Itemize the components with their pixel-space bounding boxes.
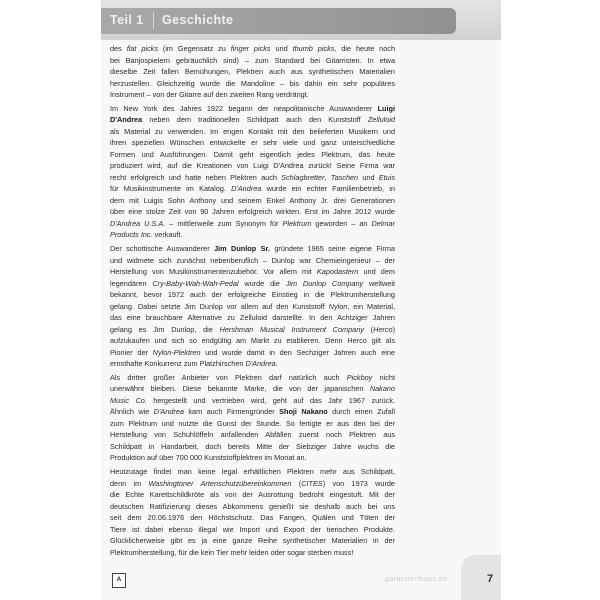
text-line: [110, 137, 395, 149]
italic-text: Nylon: [328, 301, 348, 311]
text-segment: wurde ein echter Familienbetrieb, in: [261, 184, 395, 194]
chapter-title: Geschichte: [162, 13, 234, 27]
text-segment: , die heute noch: [334, 44, 396, 53]
italic-text: Nylon-Plektren: [152, 347, 201, 357]
text-segment: kam auch Firmengründer: [183, 407, 280, 417]
text-segment: aufzukaufen und sich so endgültig am Markt zu etablieren. Denn Herco gilt als: [110, 336, 395, 346]
text-segment: Plektrumherstellung, für die kein Tier mehr leiden oder sogar sterben muss!: [110, 547, 354, 557]
italic-text: Products Inc.: [110, 230, 153, 240]
text-segment: recht erfolgreich und hatte neben Plektren auch: [110, 172, 282, 182]
header-divider: [153, 12, 154, 29]
text-line: [110, 383, 395, 395]
text-line: [110, 183, 395, 195]
page-number: 7: [487, 573, 494, 585]
text-segment: ernsthafte Konkurrenz zum Platzhirschen: [110, 359, 246, 369]
italic-text: Hershman Musical Instrument Company: [219, 324, 364, 334]
italic-text: D'Andrea: [245, 359, 276, 369]
text-segment: , ein Material,: [347, 301, 395, 311]
text-segment: nicht: [372, 372, 396, 382]
text-line: [110, 149, 395, 161]
text-line: [110, 114, 395, 126]
text-line: [110, 312, 395, 324]
text-segment: (: [363, 324, 374, 334]
text-segment: unerwähnt bleiben. Diese bekannte Marke, die von der japanischen: [110, 384, 370, 394]
text-line: [110, 255, 395, 267]
text-segment: hergestellt und vertrieben wird, geht auf das Jahr 1967 zurück.: [146, 395, 396, 405]
corner-decoration: [461, 555, 501, 600]
italic-text: Cry-Baby-Wah-Wah-Pedal: [152, 278, 239, 288]
text-line: [110, 466, 395, 478]
text-segment: und dem: [358, 267, 395, 277]
text-segment: legendären: [110, 278, 153, 288]
text-line: [110, 43, 395, 55]
italic-text: D'Andrea U.S.A.: [110, 218, 166, 228]
italic-text: Kapodastern: [316, 267, 359, 277]
text-line: [110, 243, 395, 255]
text-line: [110, 103, 395, 115]
text-line: [110, 301, 395, 313]
italic-text: Taschen: [330, 172, 359, 182]
text-segment: Herstellung von Schuhlöffeln anfallenden Abfällen zuerst noch Plektren aus: [110, 430, 395, 440]
text-segment: denn im: [110, 478, 149, 488]
italic-text: Plektrum: [282, 218, 312, 228]
text-segment: produziert wird, auf die Kreationen von Luigi D'Andrea zurück! Seine Firma war: [110, 161, 395, 171]
text-line: [110, 266, 395, 278]
text-line: [110, 324, 395, 336]
text-segment: als Material zu verwenden. Im engen Kontakt mit den belieferten Musikern und: [110, 126, 395, 136]
book-page: [101, 0, 501, 600]
italic-text: flat picks: [126, 44, 158, 53]
text-segment: Heutzutage findet man keine legal erhältlichen Plektren mehr aus Schildpatt,: [110, 467, 395, 477]
text-segment: deutschen Ratifizierung dieses Abkommens genießt sie deshalb auch bei uns: [110, 501, 395, 511]
text-segment: neben dem traditionellen Schildpatt auch den Kunststoff: [142, 115, 368, 125]
text-segment: verkauft.: [152, 230, 183, 240]
text-line: [110, 429, 395, 441]
italic-text: Washingtoner Artenschutzübereinkommen: [148, 478, 292, 488]
text-line: [110, 478, 395, 490]
text-segment: Glücklicherweise gibt es ja eine ganze Reihe synthetischer Materialien in der: [110, 536, 395, 546]
paragraph: [110, 43, 395, 101]
italic-text: Nakano: [369, 384, 395, 394]
text-line: [110, 55, 395, 67]
text-segment: Ähnlich wie: [110, 407, 154, 417]
text-segment: Der schottische Auswanderer: [110, 244, 215, 254]
text-segment: über eine stolze Zeit von 90 Jahren erfolgreich wirkten. Erst im Jahre 2012 wurde: [110, 207, 395, 217]
italic-text: thumb picks: [292, 44, 335, 53]
italic-text: Pickboy: [346, 372, 373, 382]
text-line: [110, 395, 395, 407]
text-segment: Instrument – von der Gitarre auf den zweiten Rang verdrängt.: [110, 90, 309, 99]
italic-text: Jim Dunlop Company: [285, 278, 364, 288]
bold-text: D'Andrea: [110, 115, 143, 125]
text-line: [110, 78, 395, 90]
text-segment: bekannt, bevor 1972 auch der erfolgreiche Einstieg in die Plektrumherstellung: [110, 290, 395, 300]
text-segment: geworden – an: [311, 218, 372, 228]
body-text: [110, 43, 395, 560]
text-segment: (im Gegensatz zu: [157, 44, 231, 53]
text-segment: dieselbe Zeit fallen Bemühungen, Plektren auch aus synthetischen Materialien: [110, 67, 395, 76]
text-segment: zum Plektrum und nutzte die Gunst der Stunde. So fertigte er aus den bei der: [110, 418, 395, 428]
text-line: [110, 452, 395, 464]
chapter-header-bar: [101, 8, 456, 34]
text-segment: seit dem 20.06.1976 den Höchstschutz. Das Fangen, Quälen und Töten der: [110, 513, 395, 523]
text-line: [110, 406, 395, 418]
text-segment: bei Banjospielern gebräuchlich sind) – zum Standard bei Gitarristen. In etwa: [110, 55, 395, 65]
text-line: [110, 441, 395, 453]
text-segment: Tiere ist dabei ebenso illegal wie Import und Export der tierischen Produkte.: [110, 524, 395, 534]
text-line: [110, 547, 395, 559]
italic-text: Schlagbretter: [281, 172, 325, 182]
text-line: [110, 89, 395, 101]
footer-url: garantiertbass.de: [385, 576, 448, 583]
paragraph: [110, 466, 395, 558]
text-line: [110, 195, 395, 207]
text-segment: durch einen Zufall: [327, 407, 395, 417]
bold-text: Shoji Nakano: [279, 407, 328, 417]
italic-text: D'Andrea: [153, 407, 184, 417]
text-segment: und wurde damit in den Sechziger Jahren auch eine: [200, 347, 395, 357]
text-segment: ,: [324, 172, 331, 182]
text-segment: gründete 1965 seine eigene Firma: [269, 244, 395, 254]
text-segment: wurde die: [238, 278, 286, 288]
bold-text: Luigi: [377, 103, 395, 113]
text-segment: für Musikinstrumente im Katalog.: [110, 184, 232, 194]
italic-text: D'Andrea: [231, 184, 262, 194]
text-line: [110, 278, 395, 290]
text-segment: Im New York des Jahres 1922 begann der neapolitanische Auswanderer: [110, 103, 378, 113]
italic-text: Music Co.: [110, 395, 147, 405]
text-segment: die Echte Karettschildkröte als von der Ausrottung bedroht eingestuft. Mit der: [110, 490, 395, 500]
text-line: [110, 501, 395, 513]
italic-text: Etuis: [378, 172, 395, 182]
text-line: [110, 512, 395, 524]
text-line: [110, 358, 395, 370]
text-segment: herzustellen. Gleichzeitig wurde die Mandoline – bis dahin ein sehr populäres: [110, 78, 395, 88]
paragraph: [110, 103, 395, 241]
text-segment: Herstellung von Musikinstrumentenzubehör. Vor allem mit: [110, 267, 317, 277]
text-segment: weltweit: [363, 278, 395, 288]
text-line: [110, 206, 395, 218]
text-segment: gelang es Jim Dunlop, die: [110, 324, 220, 334]
text-segment: Als dritter großer Anbieter von Plektren darf natürlich auch: [110, 372, 347, 382]
text-segment: und: [270, 44, 293, 53]
text-segment: ): [392, 324, 395, 334]
text-segment: Produktion auf über 700 000 Kunststoffplektren im Monat an.: [110, 453, 307, 463]
text-line: [110, 126, 395, 138]
text-segment: – mittlerweile zum Synonym für: [165, 218, 283, 228]
paragraph: [110, 243, 395, 370]
italic-text: finger picks: [230, 44, 271, 53]
paragraph: [110, 372, 395, 464]
text-segment: (: [291, 478, 302, 488]
text-line: [110, 418, 395, 430]
italic-text: Herco: [373, 324, 393, 334]
text-line: [110, 335, 395, 347]
italic-text: Zelluloid: [367, 115, 395, 125]
text-line: [110, 172, 395, 184]
italic-text: Delmar: [371, 218, 395, 228]
text-line: [110, 218, 395, 230]
bold-text: Jim Dunlop Sr.: [214, 244, 270, 254]
text-line: [110, 524, 395, 536]
text-segment: .: [275, 359, 278, 369]
text-segment: dem mit Luigis Sohn Anthony und seinem Enkel Anthony Jr. drei Generationen: [110, 195, 395, 205]
chapter-part: Teil 1: [110, 13, 144, 27]
text-segment: ) von 1973 wurde: [322, 478, 395, 488]
text-segment: des: [110, 44, 127, 53]
text-line: [110, 229, 395, 241]
text-line: [110, 372, 395, 384]
text-segment: das eine brauchbare Alternative zu Zelluloid darstellte. In den Achtziger Jahren: [110, 313, 395, 323]
text-segment: Schildpatt in Handarbeit, doch bereits Mitte der Siebziger Jahre wuchs die: [110, 441, 395, 451]
text-segment: und: [358, 172, 379, 182]
italic-text: CITES: [301, 478, 323, 488]
text-segment: und widmete sich zunächst nebenberuflich – Dunlop war Chemieingenieur – der: [110, 255, 395, 265]
text-segment: Pionier der: [110, 347, 153, 357]
text-line: [110, 160, 395, 172]
text-segment: gelang. Dabei setzte Jim Dunlop vor allem auf den Kunststoff: [110, 301, 329, 311]
text-line: [110, 347, 395, 359]
publisher-logo-icon: A: [112, 573, 126, 588]
text-line: [110, 535, 395, 547]
text-segment: ihren speziellen Wünschen entwickelte er sehr viele und ganz unterschiedliche: [110, 138, 395, 148]
text-line: [110, 66, 395, 78]
text-segment: Formen und Ausführungen. Damit geht eigentlich jedes Plektrum, das heute: [110, 149, 395, 159]
text-line: [110, 289, 395, 301]
text-line: [110, 489, 395, 501]
